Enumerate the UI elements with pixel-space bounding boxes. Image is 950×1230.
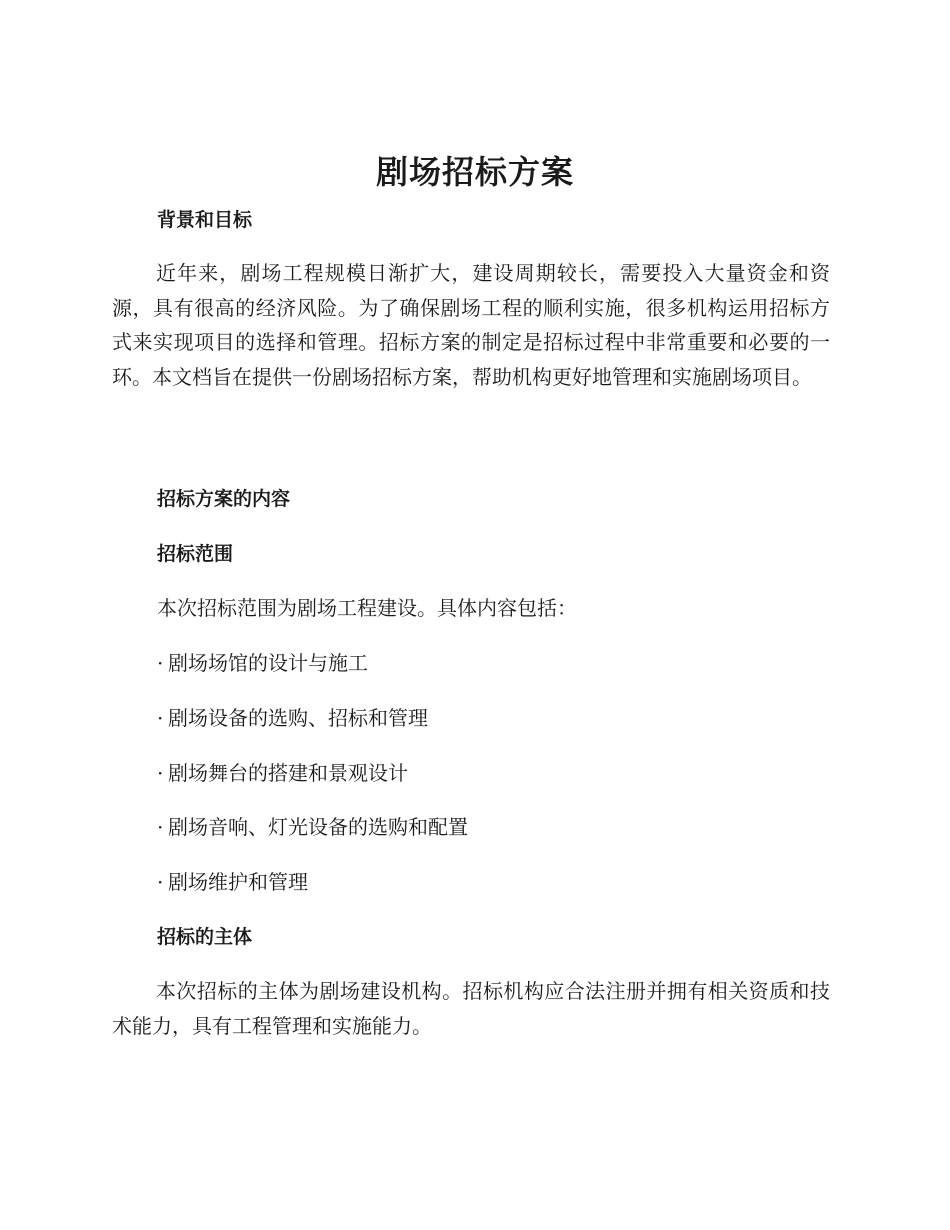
section-heading-content: 招标方案的内容 [157,488,291,510]
list-item [157,868,308,896]
scope-intro: 本次招标范围为剧场工程建设。具体内容包括： [157,596,577,620]
bullet-icon: · [157,815,164,839]
list-item [157,649,368,677]
list-item-text: 剧场音响、灯光设备的选购和配置 [168,815,468,839]
background-paragraph: 近年来，剧场工程规模日渐扩大，建设周期较长，需要投入大量资金和资源，具有很高的经济风险。为了确保剧场工程的顺利实施，很多机构运用招标方式来实现项目的选择和管理。招标方案的制定是招标过程中非常重要和必要的一环。本文档旨在提供一份剧场招标方案，帮助机构更好地管理和实施剧场项目。 [112,261,830,389]
list-item [157,759,408,787]
section-heading-subject: 招标的主体 [157,926,253,948]
list-item-text: 剧场舞台的搭建和景观设计 [168,761,408,785]
subject-paragraph: 本次招标的主体为剧场建设机构。招标机构应合法注册并拥有相关资质和技术能力，具有工程管理和实施能力。 [112,979,830,1038]
document-title: 剧场招标方案 [375,153,574,191]
list-item-text: 剧场维护和管理 [168,870,308,894]
list-item-text: 剧场场馆的设计与施工 [168,651,368,675]
list-item [157,704,428,732]
bullet-icon: · [157,761,164,785]
bullet-icon: · [157,870,164,894]
list-item [157,813,468,841]
section-heading-scope: 招标范围 [157,543,234,565]
bullet-icon: · [157,706,164,730]
section-heading-background: 背景和目标 [157,209,253,231]
bullet-icon: · [157,651,164,675]
list-item-text: 剧场设备的选购、招标和管理 [168,706,428,730]
